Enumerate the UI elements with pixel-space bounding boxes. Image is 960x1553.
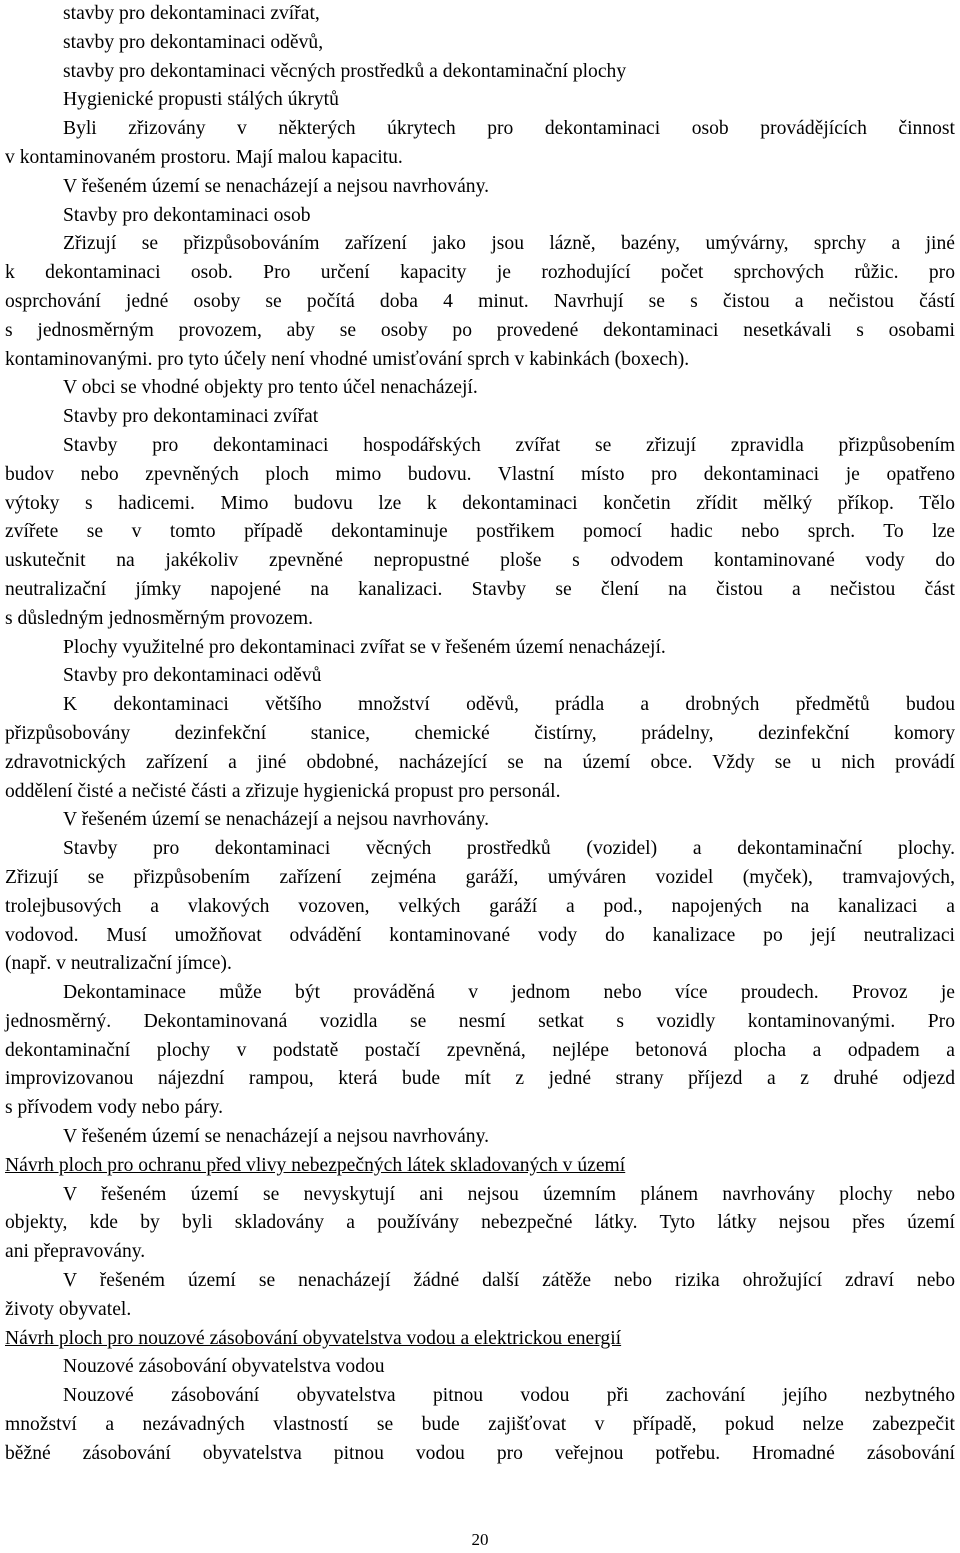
text-line: V řešeném území se nevyskytují ani nejsou územním plánem navrhovány plochy nebo <box>63 1183 955 1205</box>
text-line: Nouzové zásobování obyvatelstva vodou <box>63 1356 385 1378</box>
text-line: s přívodem vody nebo páry. <box>5 1097 224 1119</box>
text-line: množství a nezávadných vlastností se bude zajišťovat v případě, pokud nelze zabezpečit <box>5 1414 955 1436</box>
text-line: dekontaminační plochy v podstatě postačí zpevněná, nejlépe betonová plocha a odpadem a <box>5 1039 955 1061</box>
text-line: stavby pro dekontaminaci oděvů, <box>63 31 324 53</box>
text-line: (např. v neutralizační jímce). <box>5 953 232 975</box>
text-line: objekty, kde by byli skladovány a používány nebezpečné látky. Tyto látky nejsou přes území <box>5 1212 955 1234</box>
text-line: trolejbusových a vlakových vozoven, velkých garáží a pod., napojených na kanalizaci a <box>5 895 955 917</box>
text-line: kontaminovanými. pro tyto účely není vhodné umisťování sprch v kabinkách (boxech). <box>5 348 690 370</box>
text-line: Zřizují se přizpůsobováním zařízení jako jsou lázně, bazény, umývárny, sprchy a jiné <box>63 233 955 255</box>
text-line: Nouzové zásobování obyvatelstva pitnou vodou při zachování jejího nezbytného <box>63 1385 955 1407</box>
text-line: stavby pro dekontaminaci věcných prostředků a dekontaminační plochy <box>63 60 627 82</box>
text-line: neutralizační jímky napojené na kanalizaci. Stavby se člení na čistou a nečistou část <box>5 578 955 600</box>
text-line: v kontaminovaném prostoru. Mají malou kapacitu. <box>5 146 403 168</box>
text-line: běžné zásobování obyvatelstva pitnou vodou pro veřejnou potřebu. Hromadné zásobování <box>5 1442 955 1464</box>
text-line: vodovod. Musí umožňovat odvádění kontaminované vody do kanalizace po její neutralizaci <box>5 924 955 946</box>
text-line: osprchování jedné osoby se počítá doba 4 minut. Navrhují se s čistou a nečistou částí <box>5 290 955 312</box>
text-line: V řešeném území se nenacházejí žádné další zátěže nebo rizika ohrožující zdraví nebo <box>63 1270 955 1292</box>
text-line: Zřizují se přizpůsobením zařízení zejména garáží, umýváren vozidel (myček), tramvajových, <box>5 866 955 888</box>
text-line: životy obyvatel. <box>5 1298 132 1320</box>
text-line: Stavby pro dekontaminaci věcných prostředků (vozidel) a dekontaminační plochy. <box>63 838 955 860</box>
text-line: improvizovanou nájezdní rampou, která bude mít z jedné strany příjezd a z druhé odjezd <box>5 1068 955 1090</box>
section-heading: Návrh ploch pro nouzové zásobování obyvatelstva vodou a elektrickou energií <box>5 1327 622 1349</box>
text-line: výtoky s hadicemi. Mimo budovu lze k dekontaminaci končetin zřídit mělký příkop. Tělo <box>5 492 955 514</box>
text-line: V řešeném území se nenacházejí a nejsou navrhovány. <box>63 1126 489 1148</box>
page-number: 20 <box>471 1530 489 1549</box>
text-line: zdravotnických zařízení a jiné obdobné, nacházející se na území obce. Vždy se u nich provádí <box>5 751 955 773</box>
text-line: budov nebo zpevněných ploch mimo budovu. Vlastní místo pro dekontaminaci je opatřeno <box>5 463 955 485</box>
text-line: V obci se vhodné objekty pro tento účel nenacházejí. <box>63 377 478 399</box>
text-line: Byli zřizovány v některých úkrytech pro dekontaminaci osob provádějících činnost <box>63 118 955 140</box>
text-line: Stavby pro dekontaminaci oděvů <box>63 665 322 687</box>
text-line: k dekontaminaci osob. Pro určení kapacity je rozhodující počet sprchových růžic. pro <box>5 262 955 284</box>
text-line: Plochy využitelné pro dekontaminaci zvířat se v řešeném území nenacházejí. <box>63 636 666 658</box>
text-line: V řešeném území se nenacházejí a nejsou navrhovány. <box>63 809 489 831</box>
text-line: Stavby pro dekontaminaci zvířat <box>63 406 319 428</box>
text-line: uskutečnit na jakékoliv zpevněné nepropustné ploše s odvodem kontaminované vody do <box>5 550 955 572</box>
text-line: ani přepravovány. <box>5 1241 146 1263</box>
text-line: Dekontaminace může být prováděná v jednom nebo více proudech. Provoz je <box>63 982 955 1004</box>
text-line: stavby pro dekontaminaci zvířat, <box>63 3 320 24</box>
text-line: Stavby pro dekontaminaci osob <box>63 204 311 226</box>
text-line: s jednosměrným provozem, aby se osoby po provedené dekontaminaci nesetkávali s osobami <box>5 319 955 341</box>
text-line: V řešeném území se nenacházejí a nejsou navrhovány. <box>63 175 489 197</box>
text-line: zvířete se v tomto případě dekontaminuje postřikem pomocí hadic nebo sprch. To lze <box>5 521 955 543</box>
text-line: jednosměrný. Dekontaminovaná vozidla se nesmí setkat s vozidly kontaminovanými. Pro <box>5 1010 955 1032</box>
text-line: s důsledným jednosměrným provozem. <box>5 607 314 629</box>
text-line: K dekontaminaci většího množství oděvů, prádla a drobných předmětů budou <box>63 694 955 716</box>
text-line: Hygienické propusti stálých úkrytů <box>63 89 339 111</box>
text-line: přizpůsobovány dezinfekční stanice, chemické čistírny, prádelny, dezinfekční komory <box>5 722 955 744</box>
text-line: Stavby pro dekontaminaci hospodářských zvířat se zřizují zpravidla přizpůsobením <box>63 434 955 456</box>
document-page <box>5 0 955 1469</box>
section-heading: Návrh ploch pro ochranu před vlivy nebezpečných látek skladovaných v území <box>5 1154 626 1176</box>
text-line: oddělení čisté a nečisté části a zřizuje hygienická propust pro personál. <box>5 780 561 802</box>
